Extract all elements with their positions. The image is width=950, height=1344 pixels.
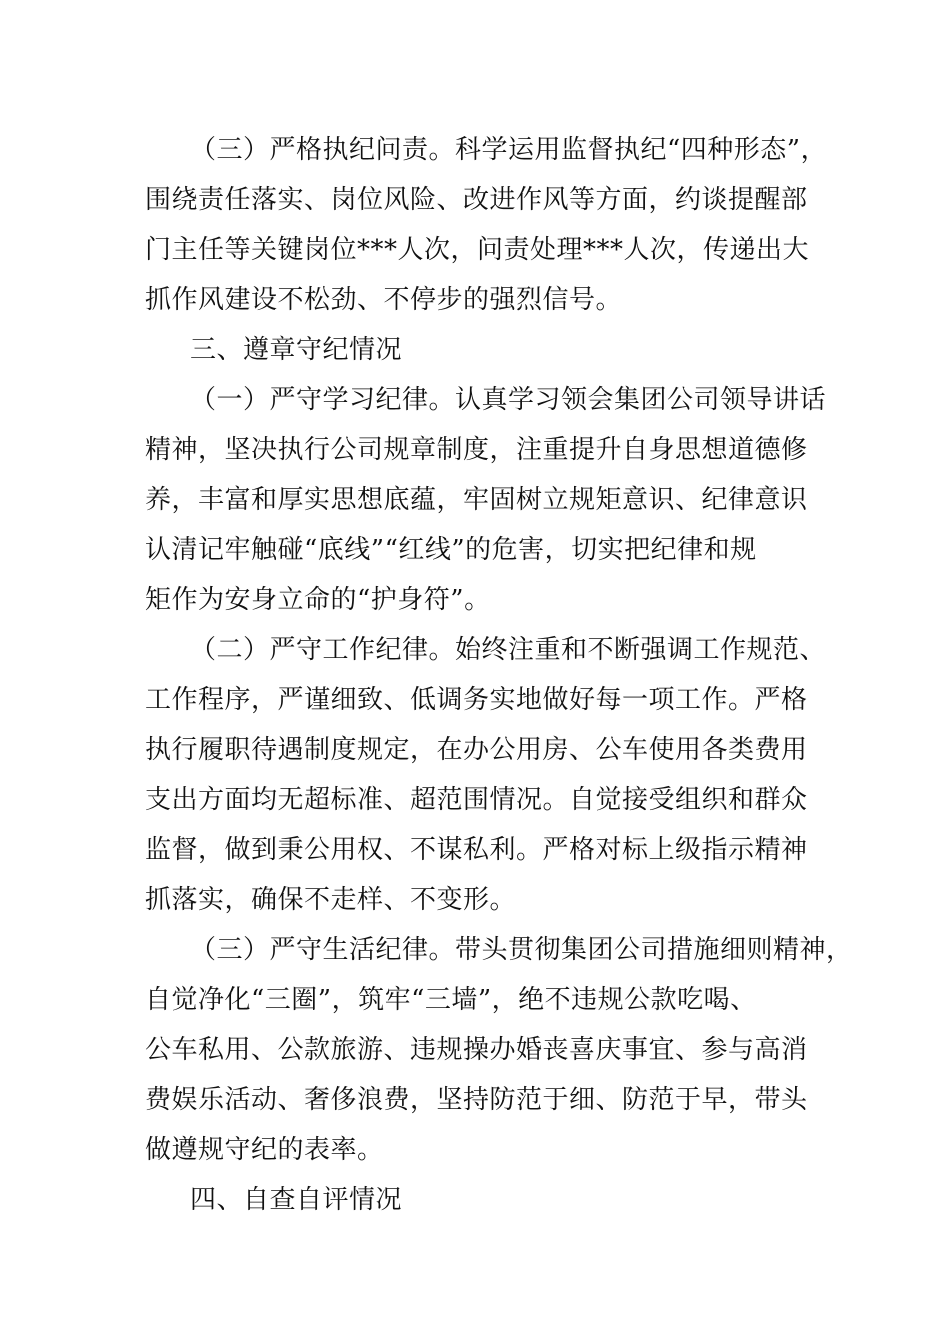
paragraph-line: 矩作为安身立命的“护身符”。 bbox=[145, 585, 491, 615]
section-heading: 四、自查自评情况 bbox=[190, 1185, 403, 1215]
paragraph-line: 抓落实，确保不走样、不变形。 bbox=[145, 885, 517, 915]
paragraph-line: 围绕责任落实、岗位风险、改进作风等方面，约谈提醒部 bbox=[145, 185, 808, 215]
paragraph-line: （三）严格执纪问责。科学运用监督执纪“四种形态”， bbox=[190, 135, 828, 165]
section-heading: 三、遵章守纪情况 bbox=[190, 335, 403, 365]
paragraph-line: 监督，做到秉公用权、不谋私利。严格对标上级指示精神 bbox=[145, 835, 808, 865]
paragraph-line: 门主任等关键岗位***人次，问责处理***人次，传递出大 bbox=[145, 235, 810, 265]
paragraph-line: 养，丰富和厚实思想底蕴，牢固树立规矩意识、纪律意识 bbox=[145, 485, 808, 515]
paragraph-line: 执行履职待遇制度规定，在办公用房、公车使用各类费用 bbox=[145, 735, 808, 765]
paragraph-line: （三）严守生活纪律。带头贯彻集团公司措施细则精神， bbox=[190, 935, 853, 965]
paragraph-line: 认清记牢触碰“底线”“红线”的危害，切实把纪律和规 bbox=[145, 535, 757, 565]
paragraph-line: 支出方面均无超标准、超范围情况。自觉接受组织和群众 bbox=[145, 785, 808, 815]
paragraph-line: 做遵规守纪的表率。 bbox=[145, 1135, 384, 1165]
paragraph-line: （二）严守工作纪律。始终注重和不断强调工作规范、 bbox=[190, 635, 827, 665]
paragraph-line: 抓作风建设不松劲、不停步的强烈信号。 bbox=[145, 285, 623, 315]
paragraph-line: 费娱乐活动、奢侈浪费，坚持防范于细、防范于早，带头 bbox=[145, 1085, 808, 1115]
paragraph-line: 公车私用、公款旅游、违规操办婚丧喜庆事宜、参与高消 bbox=[145, 1035, 808, 1065]
paragraph-line: 自觉净化“三圈”，筑牢“三墙”，绝不违规公款吃喝、 bbox=[145, 985, 757, 1015]
paragraph-line: （一）严守学习纪律。认真学习领会集团公司领导讲话 bbox=[190, 385, 827, 415]
paragraph-line: 精神，坚决执行公司规章制度，注重提升自身思想道德修 bbox=[145, 435, 808, 465]
paragraph-line: 工作程序，严谨细致、低调务实地做好每一项工作。严格 bbox=[145, 685, 808, 715]
